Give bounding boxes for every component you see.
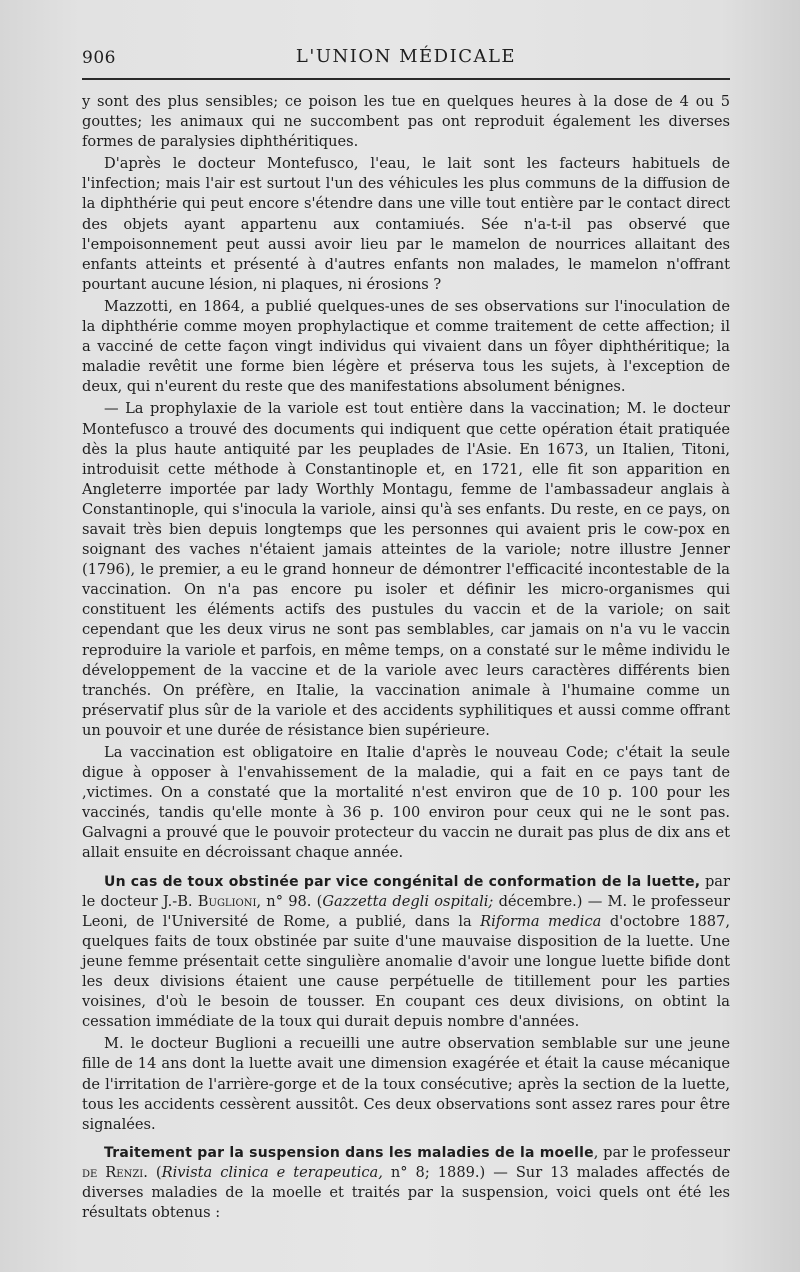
page-body bbox=[82, 92, 730, 1225]
paragraph-1: y sont des plus sensibles; ce poison les tue en quelques heures à la dose de 4 ou 5 gouttes; les animaux qui ne succombent pas ont reproduit également les diverses formes de paralysies diphthéritiques. bbox=[82, 93, 730, 151]
article-2-author: de Renzi bbox=[82, 1163, 144, 1181]
article-1-heading: Un cas de toux obstinée par vice congénital de conformation de la luette, bbox=[104, 873, 701, 890]
running-title: L'UNION MÉDICALE bbox=[295, 46, 517, 67]
article-2-byline-pre: , par le professeur bbox=[593, 1143, 730, 1161]
article-1-paragraph-2: M. le docteur Buglioni a recueilli une autre observation semblable sur une jeune fille de 14 ans dont la luette avait une dimension exagérée et était la cause mécanique de l'irritation de l'arrière-gorge et de la toux consécutive; après la section de la luette, tous les accidents cessèrent aussitôt. Ces deux observations sont assez rares pour être signalées. bbox=[82, 1035, 730, 1133]
paragraph-4: — La prophylaxie de la variole est tout entière dans la vaccination; M. le docteur Montefusco a trouvé des documents qui indiquent que cette opération était pratiquée dès la plus haute antiquité par les peuplades de l'Asie. En 1673, un Italien, Titoni, introduisit cette méthode à Constantinople et, en 1721, elle fit son apparition en Angleterre importée par lady Worthly Montagu, femme de l'ambassadeur anglais à Constantinople, qui s'inocula la variole, ainsi qu'à ses enfants. Du reste, en ce pays, on savait très bien depuis longtemps que les personnes qui avaient pris le cow-pox en soignant des vaches n'étaient jamais atteintes de la variole; notre illustre Jenner (1796), le premier, a eu le grand honneur de démontrer l'efficacité incontestable de la vaccination. On n'a pas encore pu isoler et définir les micro-organismes qui constituent les éléments actifs des pustules du vaccin et de la variole; on sait cependant que les deux virus ne sont pas semblables, car jamais on n'a vu le vaccin reproduire la variole et parfois, en même temps, on a constaté sur le même individu le développement de la vaccine et de la variole avec leurs caractères différents bien tranchés. On préfère, en Italie, la vaccination animale à l'humaine comme un préservatif plus sûr de la variole et des accidents syphilitiques et aussi comme offrant un pouvoir et une durée de résistance bien supérieure. bbox=[82, 400, 730, 739]
article-2-byline-mid: . ( bbox=[143, 1163, 162, 1181]
article-2 bbox=[82, 1143, 730, 1223]
article-1-author: Buglioni bbox=[197, 892, 257, 910]
paragraph-3: Mazzotti, en 1864, a publié quelques-unes de ses observations sur l'inoculation de la diphthérie comme moyen prophylactique et comme traitement de cette affection; il a vacciné de cette façon vingt individus qui vivaient dans un fôyer diphthéritique; la maladie revêtit une forme bien légère et préserva tous les sujets, à l'exception de deux, qui n'eurent du reste que des manifestations absolument bénignes. bbox=[82, 297, 730, 396]
article-1-journal-2: Riforma medica bbox=[480, 912, 602, 930]
article-1-text: d'octobre 1887, quelques faits de toux obstinée par suite d'une mauvaise disposition de la luette. Une jeune femme présentait cette singulière anomalie d'avoir une longue luette bifide dont les deux divisions étaient une cause perpétuelle de titillement pour les parties voisines, d'où le besoin de tousser. En coupant ces deux divisions, on obtint la cessation immédiate de la toux qui durait depuis nombre d'années. bbox=[82, 912, 730, 1031]
article-2-heading: Traitement par la suspension dans les maladies de la moelle bbox=[104, 1144, 594, 1161]
article-2-text: n° 8; 1889.) — Sur 13 malades affectés de diverses maladies de la moelle et traités par la suspension, voici quels ont été les résultats obtenus : bbox=[82, 1163, 730, 1222]
article-1 bbox=[82, 872, 730, 1033]
article-1-byline-pre: par le docteur J.-B. bbox=[82, 872, 730, 910]
article-1-journal: Gazzetta degli ospitali; bbox=[322, 892, 494, 910]
paragraph-2: D'après le docteur Montefusco, l'eau, le lait sont les facteurs habituels de l'infection; mais l'air est surtout l'un des véhicules les plus communs de la diffusion de la diphthérie qui peut encore s'étendre dans une ville tout entière par le contact direct des objets ayant appartenu aux contamiués. Sée n'a-t-il pas observé que l'empoisonnement peut aussi avoir lieu par le mamelon de nourrices allaitant des enfants atteints et présenté à d'autres enfants non malades, le mamelon n'offrant pourtant aucune lésion, ni plaques, ni érosions ? bbox=[82, 155, 730, 293]
header-rule bbox=[82, 78, 730, 80]
page-header bbox=[82, 46, 730, 76]
article-2-journal: Rivista clinica e terapeutica, bbox=[161, 1163, 383, 1181]
page-number: 906 bbox=[82, 48, 116, 68]
article-1-byline-mid2: décembre.) — M. le professeur Leoni, de l'Université de Rome, a publié, dans la bbox=[82, 892, 730, 930]
article-1-byline-mid: , n° 98. ( bbox=[256, 892, 323, 910]
paragraph-5: La vaccination est obligatoire en Italie d'après le nouveau Code; c'était la seule digue à opposer à l'envahissement de la maladie, qui a fait en ce pays tant de ,victimes. On a constaté que la mortalité n'est environ que de 10 p. 100 pour les vaccinés, tandis qu'elle monte à 36 p. 100 environ pour ceux qui ne le sont pas. Galvagni a prouvé que le pouvoir protecteur du vaccin ne durait pas plus de dix ans et allait ensuite en décroissant chaque année. bbox=[82, 744, 730, 862]
